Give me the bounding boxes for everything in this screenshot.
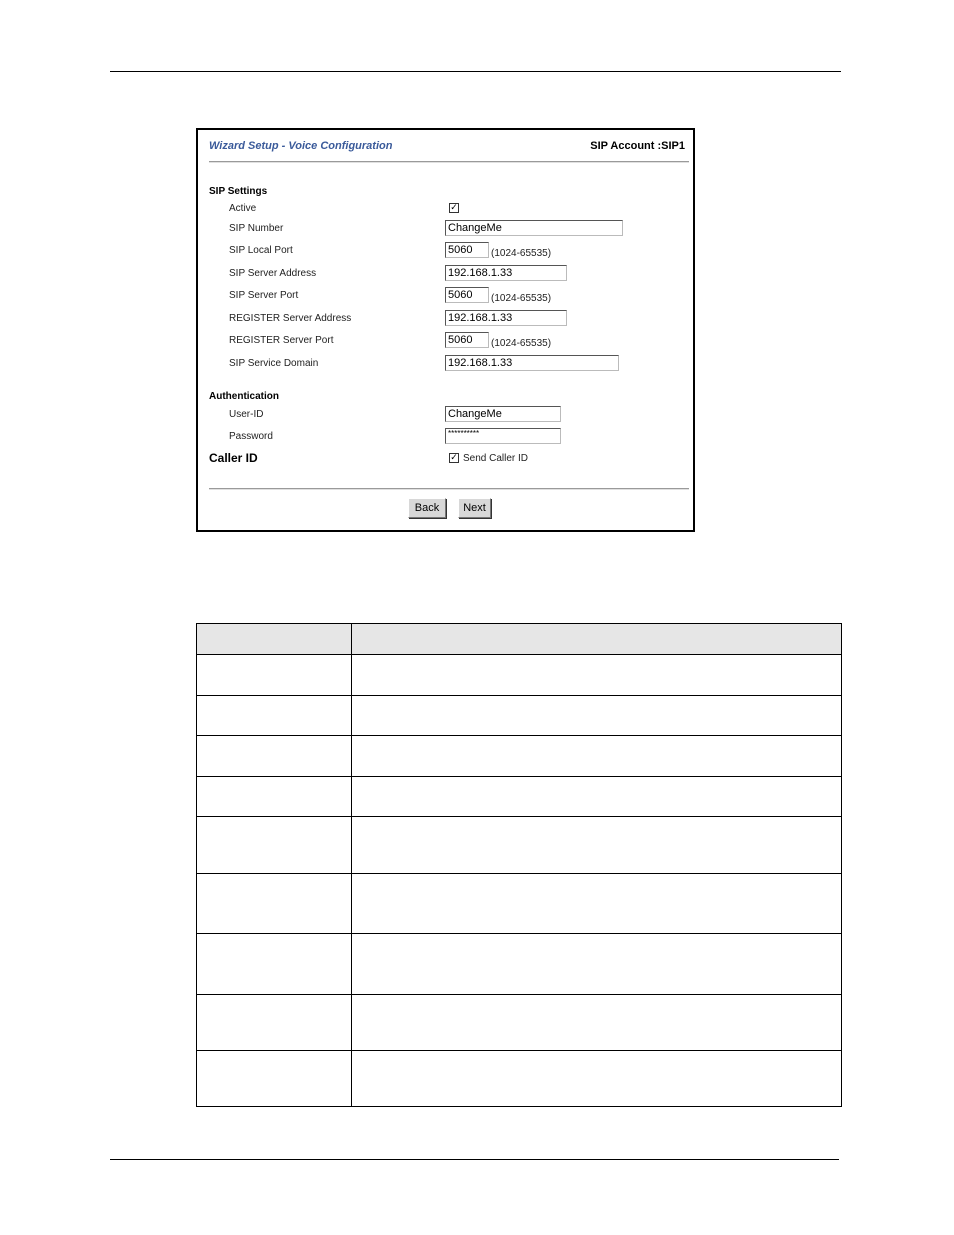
table-row (197, 777, 842, 817)
table-header-row (197, 624, 842, 655)
table-header-cell (352, 624, 842, 655)
wizard-title: Wizard Setup - Voice Configuration (209, 140, 393, 152)
table-cell (352, 934, 842, 995)
sip-server-address-input[interactable]: 192.168.1.33 (445, 265, 567, 281)
send-caller-id-checkbox[interactable] (449, 453, 459, 463)
active-label: Active (229, 203, 257, 214)
sip-service-domain-input[interactable]: 192.168.1.33 (445, 355, 619, 371)
sip-server-port-range: (1024-65535) (491, 293, 552, 304)
sip-number-input[interactable]: ChangeMe (445, 220, 623, 236)
back-button[interactable]: Back (408, 498, 446, 518)
user-id-input[interactable]: ChangeMe (445, 406, 561, 422)
table-cell (197, 777, 352, 817)
table-row (197, 655, 842, 696)
footer-rule (110, 1159, 839, 1160)
table-cell (352, 655, 842, 696)
sip-local-port-label: SIP Local Port (229, 245, 293, 256)
table-cell (197, 696, 352, 736)
table-cell (197, 995, 352, 1051)
table-cell (352, 995, 842, 1051)
sip-server-address-label: SIP Server Address (229, 268, 317, 279)
sip-server-port-label: SIP Server Port (229, 290, 299, 301)
register-server-address-input[interactable]: 192.168.1.33 (445, 310, 567, 326)
table-cell (197, 736, 352, 777)
checkmark-icon: ✓ (450, 203, 458, 213)
caller-id-heading: Caller ID (209, 451, 258, 465)
table-cell (197, 1051, 352, 1107)
checkmark-icon: ✓ (450, 453, 458, 463)
table-row (197, 995, 842, 1051)
sip-account-label: SIP Account :SIP1 (590, 140, 685, 152)
table-cell (352, 736, 842, 777)
table-header-cell (197, 624, 352, 655)
table-cell (197, 874, 352, 934)
table-row (197, 1051, 842, 1107)
sip-service-domain-label: SIP Service Domain (229, 358, 319, 369)
register-server-port-range: (1024-65535) (491, 338, 552, 349)
sip-number-label: SIP Number (229, 223, 284, 234)
password-label: Password (229, 431, 273, 442)
header-rule (110, 71, 841, 72)
next-button[interactable]: Next (458, 498, 491, 518)
sip-settings-heading: SIP Settings (209, 186, 268, 197)
active-checkbox[interactable] (449, 203, 459, 213)
table-row (197, 736, 842, 777)
table-cell (197, 817, 352, 874)
table-cell (197, 655, 352, 696)
table-cell (197, 934, 352, 995)
wizard-divider-top (209, 161, 689, 163)
register-server-address-label: REGISTER Server Address (229, 313, 352, 324)
sip-local-port-range: (1024-65535) (491, 248, 552, 259)
table-cell (352, 1051, 842, 1107)
table-cell (352, 817, 842, 874)
table-row (197, 817, 842, 874)
table-cell (352, 777, 842, 817)
register-server-port-input[interactable]: 5060 (445, 332, 489, 348)
table-cell (352, 874, 842, 934)
sip-server-port-input[interactable]: 5060 (445, 287, 489, 303)
table-row (197, 934, 842, 995)
table-row (197, 696, 842, 736)
wizard-divider-bottom (209, 488, 689, 490)
send-caller-id-label: Send Caller ID (463, 453, 529, 464)
table-cell (352, 696, 842, 736)
wizard-screenshot (196, 128, 695, 532)
register-server-port-label: REGISTER Server Port (229, 335, 334, 346)
field-description-table (196, 623, 842, 1107)
authentication-heading: Authentication (209, 391, 279, 402)
sip-local-port-input[interactable]: 5060 (445, 242, 489, 258)
table-row (197, 874, 842, 934)
user-id-label: User-ID (229, 409, 264, 420)
password-input[interactable]: ********** (445, 428, 561, 444)
